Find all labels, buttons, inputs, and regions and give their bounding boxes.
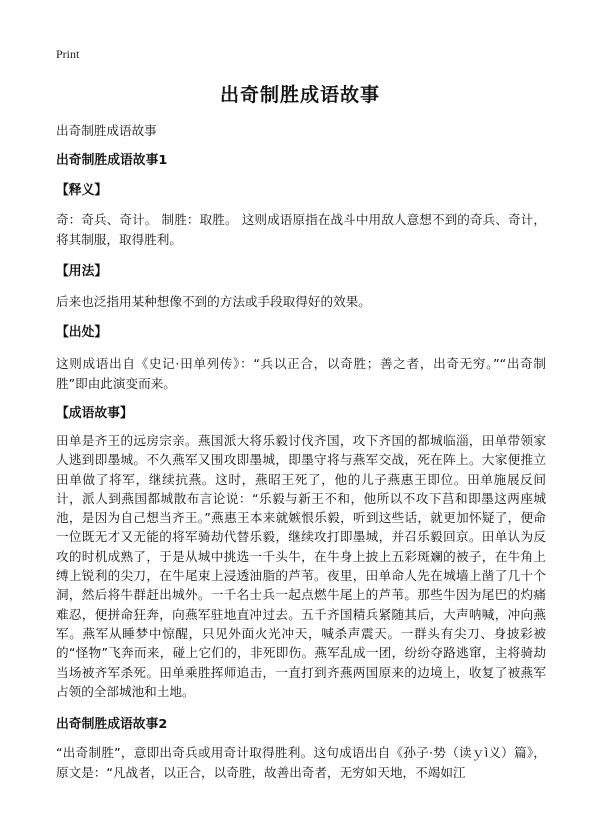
page-title: 出奇制胜成语故事 bbox=[219, 84, 380, 106]
section1-heading: 出奇制胜成语故事1 bbox=[56, 153, 168, 168]
gushi-text: 田单是齐王的远房宗亲。燕国派大将乐毅讨伐齐国，攻下齐国的都城临淄，田单带领家人逃到即墨城。不久燕军又围攻即墨城，即墨守将与燕军交战，死在阵上。大家便推立田单做了将军，继续抗燕。这时，燕昭王死了，他的儿子燕惠王即位。田单施展反间计，派人到燕国都城散布言论说：“乐毅与新王不和，他所以不攻下莒和即墨这两座城池，是因为自己想当齐王。”燕惠王本来就嫉恨乐毅，听到这些话，就更加怀疑了，便命一位既无才又无能的将军骑劫代替乐毅，继续攻打即墨城，并召乐毅回京。田单认为反攻的时机成熟了，于是从城中挑选一千头牛，在牛身上披上五彩斑斓的被子，在牛角上缚上锐利的尖刀，在牛尾束上浸透油脂的芦苇。夜里，田单命人先在城墙上凿了几十个洞，然后将牛群赶出城外。一千名士兵一起点燃牛尾上的芦苇。那些牛因为尾巴的灼痛难忍，便拼命狂奔，向燕军驻地直冲过去。五千齐国精兵紧随其后，大声呐喊，冲向燕军。燕军从睡梦中惊醒，只见外面火光冲天，喊杀声震天。一群头有尖刀、身披彩被的“怪物”飞奔而来，碰上它们的，非死即伤。燕军乱成一团，纷纷夺路逃窜，主将骑劫当场被齐军杀死。田单乘胜挥师追击，一直打到齐燕两国原来的边境上，收复了被燕军占领的全部城池和土地。 bbox=[56, 433, 546, 699]
section2-heading: 出奇制胜成语故事2 bbox=[56, 717, 168, 732]
document-subtitle: 出奇制胜成语故事 bbox=[56, 123, 157, 138]
shiyi-text: 奇：奇兵、奇计。 制胜：取胜。 这则成语原指在战斗中用敌人意想不到的奇兵、奇计，将其制服，取得胜利。 bbox=[56, 212, 546, 247]
yongfa-text: 后来也泛指用某种想像不到的方法或手段取得好的效果。 bbox=[56, 294, 371, 309]
print-label: Print bbox=[56, 47, 80, 61]
chuchu-heading: 【出处】 bbox=[56, 325, 108, 340]
yongfa-heading: 【用法】 bbox=[56, 264, 108, 279]
gushi-heading: 【成语故事】 bbox=[56, 406, 133, 421]
section2-text: “出奇制胜”，意即出奇兵或用奇计取得胜利。这句成语出自《孙子·势（读ｙì义）篇》，原文是：“凡战者，以正合，以奇胜，故善出奇者，无穷如天地，不竭如江 bbox=[56, 745, 546, 780]
shiyi-heading: 【释义】 bbox=[56, 183, 108, 198]
chuchu-text: 这则成语出自《史记·田单列传》：“兵以正合，以奇胜；善之者，出奇无穷。”“出奇制胜”即由此演变而来。 bbox=[56, 356, 546, 391]
